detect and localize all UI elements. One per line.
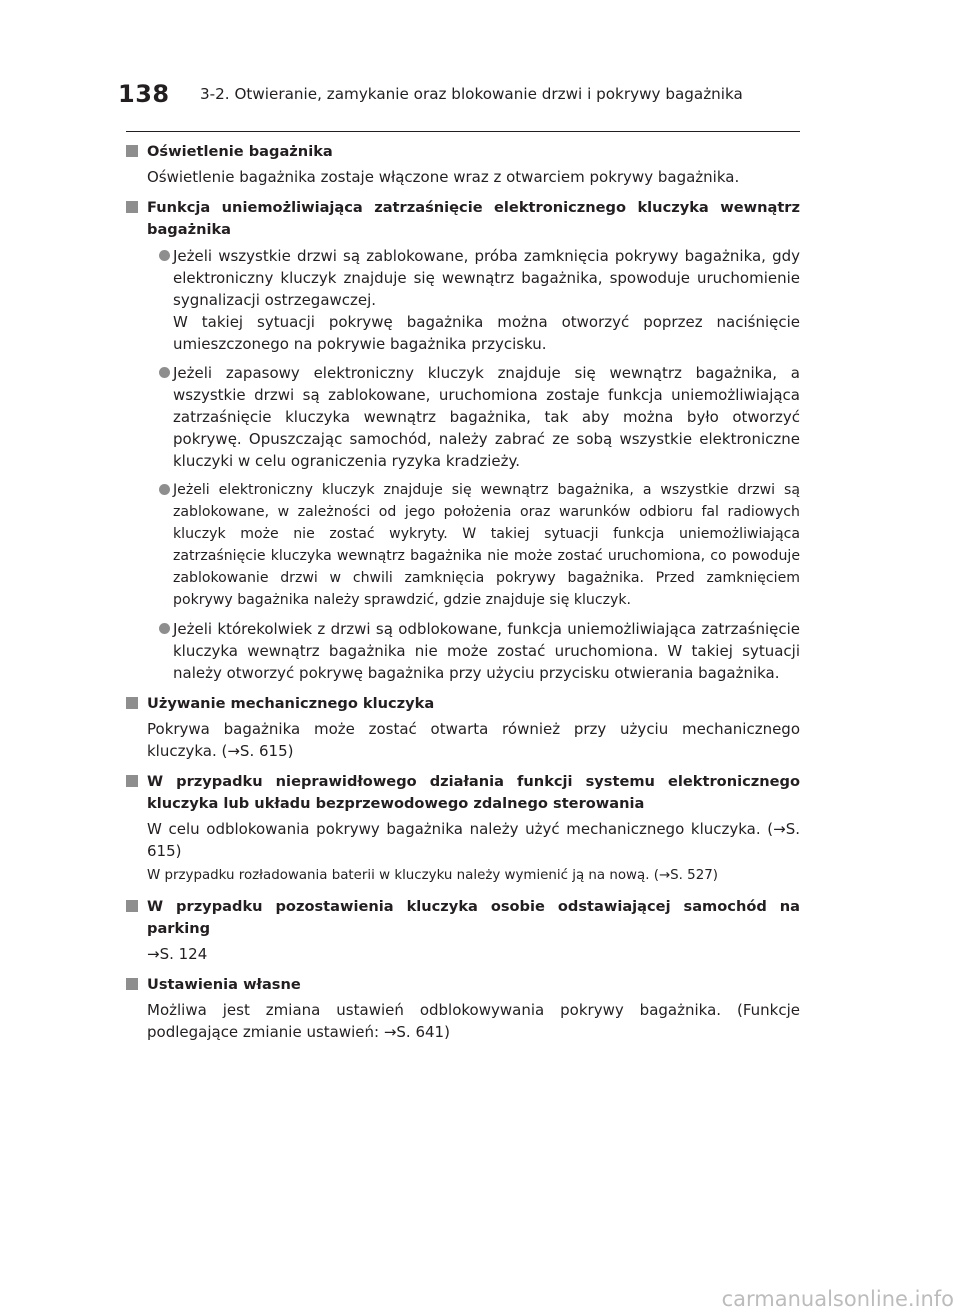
circle-bullet-icon — [159, 623, 170, 634]
page-number: 138 — [118, 80, 170, 108]
circle-bullet-icon — [159, 367, 170, 378]
list-item — [147, 479, 800, 611]
square-bullet-icon — [126, 201, 138, 213]
page-content — [126, 141, 800, 1052]
section-heading: Używanie mechanicznego kluczyka — [147, 695, 435, 712]
list-item-text: Jeżeli wszystkie drzwi są zablokowane, próba zamknięcia pokrywy bagażnika, gdy elektroniczny kluczyk znajduje się wewnątrz bagażnika, spowoduje uruchomienie sygnalizacji ostrzegawczej. — [173, 247, 800, 309]
section-body: W celu odblokowania pokrywy bagażnika należy użyć mechanicznego kluczyka. (→S. 615) — [147, 820, 800, 860]
list-item-text: Jeżeli elektroniczny kluczyk znajduje się wewnątrz bagażnika, a wszystkie drzwi są zablokowane, w zależności od jego położenia oraz warunków odbioru fal radiowych kluczyk może nie zostać wykryty. W takiej sytuacji funkcja uniemożliwiająca zatrzaśnięcie kluczyka wewnątrz bagażnika nie może zostać uruchomiona, co powoduje zablokowanie drzwi w chwili zamknięcia pokrywy bagażnika. Przed zamknięciem pokrywy bagażnika należy sprawdzić, gdzie znajduje się kluczyk. — [173, 482, 800, 608]
page-header — [118, 80, 800, 110]
square-bullet-icon — [126, 775, 138, 787]
list-item — [147, 245, 800, 355]
chapter-title: 3-2. Otwieranie, zamykanie oraz blokowanie drzwi i pokrywy bagażnika — [200, 85, 743, 103]
section-body-note: W przypadku rozładowania baterii w kluczyku należy wymienić ją na nową. (→S. 527) — [147, 868, 718, 883]
square-bullet-icon — [126, 900, 138, 912]
list-item — [147, 362, 800, 472]
section-malfunction — [126, 771, 800, 887]
list-item-text-continued: W takiej sytuacji pokrywę bagażnika można otworzyć poprzez naciśnięcie umieszczonego na pokrywie bagażnika przycisku. — [173, 313, 800, 353]
section-heading: Oświetlenie bagażnika — [147, 143, 333, 160]
section-body: Oświetlenie bagażnika zostaje włączone wraz z otwarciem pokrywy bagażnika. — [147, 168, 740, 186]
section-lockout-prevention — [126, 197, 800, 684]
section-mechanical-key — [126, 693, 800, 762]
section-body: →S. 124 — [147, 945, 208, 963]
section-body: Możliwa jest zmiana ustawień odblokowywania pokrywy bagażnika. (Funkcje podlegające zmianie ustawień: →S. 641) — [147, 1001, 800, 1041]
list-item — [147, 618, 800, 684]
square-bullet-icon — [126, 697, 138, 709]
section-heading: Ustawienia własne — [147, 976, 301, 993]
list-item-text: Jeżeli zapasowy elektroniczny kluczyk znajduje się wewnątrz bagażnika, a wszystkie drzwi są zablokowane, uruchomiona zostaje funkcja uniemożliwiająca zatrzaśnięcie kluczyka wewnątrz bagażnika, tak aby można było otworzyć pokrywę. Opuszczając samochód, należy zabrać ze sobą wszystkie elektroniczne kluczyki w celu ograniczenia ryzyka kradzieży. — [173, 364, 800, 470]
section-body: Pokrywa bagażnika może zostać otwarta również przy użyciu mechanicznego kluczyka. (→S. 615) — [147, 720, 800, 760]
section-trunk-light — [126, 141, 800, 188]
header-divider — [126, 131, 800, 132]
watermark: carmanualsonline.info — [721, 1287, 954, 1311]
section-customization — [126, 974, 800, 1043]
circle-bullet-icon — [159, 484, 170, 495]
list-item-text: Jeżeli którekolwiek z drzwi są odblokowane, funkcja uniemożliwiająca zatrzaśnięcie kluczyka wewnątrz bagażnika nie może zostać uruchomiona. W takiej sytuacji należy otworzyć pokrywę bagażnika przy użyciu przycisku otwierania bagażnika. — [173, 620, 800, 682]
circle-bullet-icon — [159, 250, 170, 261]
section-heading: Funkcja uniemożliwiająca zatrzaśnięcie elektronicznego kluczyka wewnątrz bagażnika — [147, 199, 800, 238]
section-valet-parking — [126, 896, 800, 965]
square-bullet-icon — [126, 978, 138, 990]
section-heading: W przypadku pozostawienia kluczyka osobie odstawiającej samochód na parking — [147, 898, 800, 937]
square-bullet-icon — [126, 145, 138, 157]
section-heading: W przypadku nieprawidłowego działania funkcji systemu elektronicznego kluczyka lub układu bezprzewodowego zdalnego sterowania — [147, 773, 800, 812]
